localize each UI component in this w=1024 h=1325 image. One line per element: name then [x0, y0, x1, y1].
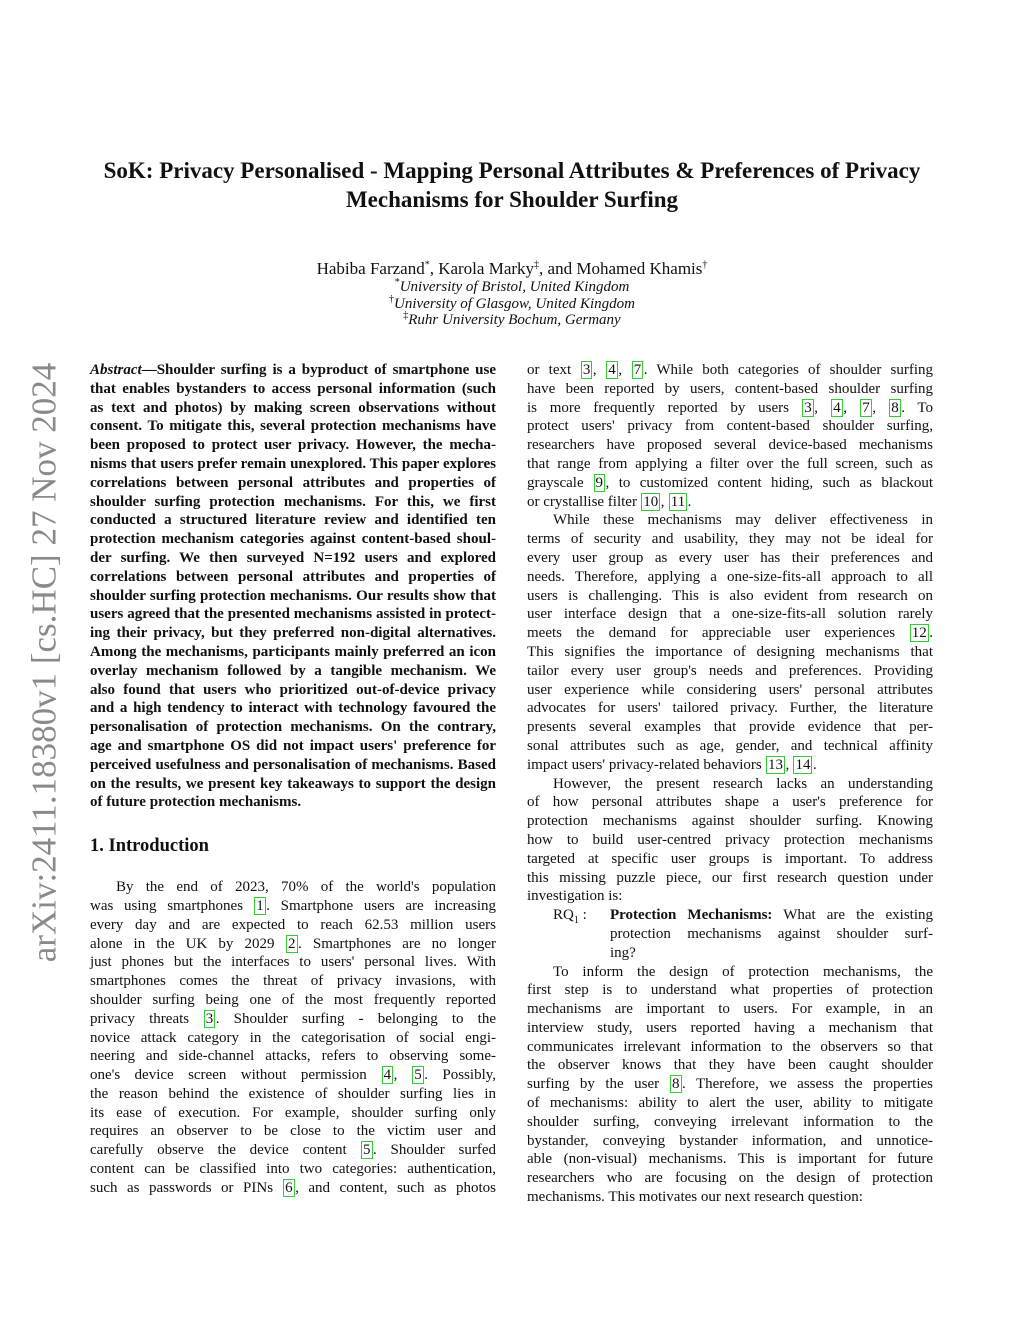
text-line: protect users' privacy from content-based shoulder surfing, [527, 418, 933, 435]
text-line: communicates irrelevant information to the observers so that [527, 1038, 933, 1055]
abstract-line: overlay mechanism followed by a tangible mechanism. We [90, 662, 496, 679]
text-span: , [814, 399, 831, 416]
text-line [527, 493, 933, 512]
text-line: targeted at specific user groups is important. To address [527, 850, 933, 867]
left-column [90, 361, 496, 1198]
text-span: or crystallise filter [527, 493, 641, 510]
citation-link[interactable]: 2 [288, 935, 296, 952]
text-line [90, 1010, 496, 1029]
text-line: first step is to understand what properties of protection [527, 982, 933, 999]
text-line: mechanisms. This motivates our next research question: [527, 1189, 863, 1206]
abstract-line: Among the mechanisms, participants mainly preferred an icon [90, 643, 496, 660]
text-span: or text [527, 362, 581, 378]
text-span: . Shoulder surfing - belonging to the [215, 1010, 496, 1027]
rq-label-sub: 1 [573, 915, 579, 927]
text-line: able (non-visual) mechanisms. This is important for future [527, 1151, 933, 1168]
text-line: every day and are expected to reach 62.53 million users [90, 916, 496, 933]
text-span: , [618, 362, 632, 378]
text-line: shoulder surfing being one of the most frequently reported [90, 991, 496, 1008]
affiliation-text: University of Bristol, United Kingdom [399, 279, 630, 295]
text-line: the observer knows that they have been caught shoulder [527, 1057, 933, 1074]
text-line: novice attack category in the categorisation of social engi- [90, 1029, 496, 1046]
abstract-line: nisms that users prefer remain unexplored. This paper explores [90, 455, 496, 472]
text-line: protection mechanisms against shoulder surfing. Knowing [527, 813, 933, 830]
text-span: What are the existing [772, 907, 933, 924]
text-span: . Shoulder surfed [373, 1142, 496, 1159]
abstract-line: correlations between personal attributes and properties of [90, 568, 496, 585]
text-span: . While both categories of shoulder surfing [643, 362, 934, 378]
abstract-line: also found that users who prioritized out-of-device privacy [90, 681, 496, 698]
text-span: , [660, 493, 669, 510]
text-line: bystander, conveying bystander information, and unnotice- [527, 1132, 933, 1149]
citation-link[interactable]: 13 [767, 756, 783, 773]
citation-link[interactable]: 8 [891, 399, 899, 416]
abstract-line [90, 361, 496, 380]
text-line: However, the present research lacks an understanding [553, 775, 933, 792]
abstract-line: consent. To mitigate this, several protection mechanisms have [90, 418, 496, 435]
text-line: of how personal attributes shape a user's preference for [527, 794, 933, 811]
text-line: users is challenging. This is also evident from research on [527, 587, 933, 604]
citation-link[interactable]: 5 [414, 1067, 422, 1084]
title-line-1: SoK: Privacy Personalised - Mapping Personal Attributes & Preferences of Privacy [103, 158, 921, 183]
text-span: , [592, 362, 606, 378]
text-line: advocates for users' tailored privacy. Further, the literature [527, 700, 933, 717]
text-line: investigation is: [527, 888, 623, 905]
abstract-line: conducted a structured literature review and identified ten [90, 512, 496, 529]
abstract-line: shoulder surfing protection mechanisms. Our results show that [90, 587, 496, 604]
text-span: . Possibly, [424, 1067, 497, 1084]
citation-link[interactable]: 8 [672, 1076, 680, 1093]
citation-link[interactable]: 6 [285, 1179, 293, 1196]
citation-link[interactable]: 11 [670, 493, 686, 510]
text-line: just phones but the interfaces to users' personal lives. With [90, 954, 496, 971]
title-line-2: Mechanisms for Shoulder Surfing [345, 187, 679, 212]
text-line: presents several examples that provide evidence that per- [527, 719, 933, 736]
abstract-line: shoulder surfing protection mechanisms. For this, we first [90, 493, 496, 510]
text-line [527, 624, 933, 643]
rq-body [610, 906, 933, 962]
text-line: of mechanisms: ability to alert the user, ability to mitigate [527, 1095, 933, 1112]
abstract-line: users agreed that the presented mechanisms assisted in protect- [90, 606, 496, 623]
citation-link[interactable]: 7 [633, 362, 642, 378]
text-span: , and content, such as photos [295, 1179, 496, 1196]
author-mark: † [702, 259, 708, 271]
text-line: researchers who are focusing on the design of protection [527, 1170, 933, 1187]
affiliation-text: University of Glasgow, United Kingdom [394, 295, 635, 312]
rq-label-colon: : [578, 907, 587, 924]
affiliation-text: Ruhr University Bochum, Germany [408, 312, 621, 328]
abstract-line: protection mechanism categories against content-based shoul- [90, 531, 496, 548]
text-line: content can be classified into two categories: authentication, [90, 1161, 496, 1178]
text-span: grayscale [527, 474, 594, 491]
text-line: By the end of 2023, 70% of the world's population [116, 879, 496, 896]
citation-link[interactable]: 12 [911, 625, 927, 642]
text-span: , [785, 756, 793, 773]
text-line [527, 1075, 933, 1094]
text-span: , [872, 399, 889, 416]
text-line [90, 897, 496, 916]
citation-link[interactable]: 3 [205, 1010, 214, 1027]
text-span: , [843, 399, 860, 416]
arxiv-identifier: arXiv:2411.18380v1 [cs.HC] 27 Nov 2024 [24, 362, 64, 963]
citation-link[interactable]: 5 [363, 1142, 371, 1159]
affiliation-mark: † [389, 293, 395, 305]
affiliation-mark: ‡ [403, 310, 409, 321]
affiliation [60, 279, 964, 296]
text-line [610, 906, 933, 925]
text-line [527, 756, 933, 775]
abstract-line: that enables bystanders to access personal information (such [90, 380, 496, 397]
citation-link[interactable]: 3 [582, 362, 591, 378]
text-span: privacy threats [90, 1010, 204, 1027]
citation-link[interactable]: 9 [595, 474, 604, 491]
section-heading: 1. Introduction [90, 836, 209, 857]
text-line: user interface design that a one-size-fits-all solution rarely [527, 606, 933, 623]
text-line: that range from applying a filter over the full screen, such as [527, 455, 933, 472]
citation-link[interactable]: 4 [608, 362, 616, 378]
author-name: , Karola Marky [429, 259, 535, 278]
citation-link[interactable]: 14 [795, 756, 811, 773]
text-line: neering and side-channel attacks, refers to observing some- [90, 1048, 496, 1065]
right-column [527, 361, 933, 1207]
author-mark: * [424, 259, 430, 271]
text-span: surfing by the user [527, 1076, 670, 1093]
text-line: While these mechanisms may deliver effectiveness in [553, 512, 933, 529]
text-span: is more frequently reported by users [527, 399, 802, 416]
text-span: meets the demand for appreciable user experiences [527, 625, 910, 642]
text-span: . Therefore, we assess the properties [682, 1076, 934, 1093]
abstract-line: of future protection mechanisms. [90, 794, 302, 811]
text-line: how to build user-centred privacy protection mechanisms [527, 831, 933, 848]
text-span: alone in the UK by 2029 [90, 935, 286, 952]
text-line: protection mechanisms against shoulder surf- [610, 925, 933, 942]
abstract-line: der surfing. We then surveyed N=192 users and explored [90, 549, 496, 566]
paper-title [60, 156, 964, 214]
research-question [527, 906, 933, 962]
text-line [90, 1179, 496, 1198]
intro-paragraph [90, 878, 496, 1198]
text-span: such as passwords or PINs [90, 1179, 283, 1196]
rq-title: Protection Mechanisms: [610, 907, 773, 924]
text-line: have been reported by users, content-based shoulder surfing [527, 380, 933, 397]
text-span: was using smartphones [90, 897, 254, 914]
text-line: This signifies the importance of designing mechanisms that [527, 643, 933, 660]
author-mark: ‡ [534, 259, 540, 271]
text-line [527, 474, 933, 493]
citation-link[interactable]: 3 [804, 399, 812, 416]
text-line: requires an observer to be close to the victim user and [90, 1123, 496, 1140]
citation-link[interactable]: 4 [383, 1067, 392, 1084]
rq-label-text: RQ [553, 907, 574, 924]
text-line: terms of security and usability, they may not be ideal for [527, 531, 933, 548]
text-line: sonal attributes such as age, gender, and technical affinity [527, 737, 933, 754]
text-line: researchers have proposed several device-based mechanisms [527, 437, 933, 454]
text-line: mechanisms are important to users. For example, in an [527, 1001, 933, 1018]
citation-link[interactable]: 1 [256, 897, 264, 914]
text-span: . To [901, 399, 934, 416]
citation-link[interactable]: 4 [833, 399, 841, 416]
text-span: impact users' privacy-related behaviors [527, 756, 766, 773]
text-line: every user group as every user has their preferences and [527, 549, 933, 566]
affiliations [60, 279, 964, 329]
abstract-line: and a high tendency to interact with technology favoured the [90, 700, 496, 717]
author-name: , and Mohamed Khamis [539, 259, 703, 278]
text-span: . [812, 756, 817, 773]
text-line: smartphones comes the threat of privacy invasions, with [90, 973, 496, 990]
abstract-text: —Shoulder surfing is a byproduct of smartphone use [141, 362, 496, 378]
text-line: shoulder surfing, conveying irrelevant information to the [527, 1113, 933, 1130]
text-line: user experience while considering users' personal attributes [527, 681, 933, 698]
text-line: the reason behind the existence of shoulder surfing lies in [90, 1085, 496, 1102]
text-line: To inform the design of protection mechanisms, the [553, 963, 933, 980]
text-span: . [929, 625, 933, 642]
text-span: one's device screen without permission [90, 1067, 382, 1084]
author-name: Habiba Farzand [316, 259, 425, 278]
citation-link[interactable]: 10 [643, 493, 659, 510]
citation-link[interactable]: 7 [862, 399, 870, 416]
abstract-line: ing their privacy, but they preferred non-digital alternatives. [90, 625, 496, 642]
text-line: this missing puzzle piece, our first research question under [527, 869, 933, 886]
rq-label [553, 906, 587, 925]
affiliation-mark: * [394, 277, 400, 288]
abstract-line: perceived usefulness and personalisation of mechanisms. Based [90, 756, 496, 773]
abstract [90, 361, 496, 812]
text-line: needs. Therefore, applying a one-size-fits-all approach to all [527, 568, 933, 585]
text-span: carefully observe the device content [90, 1142, 361, 1159]
text-line [90, 935, 496, 954]
text-line [90, 1066, 496, 1085]
text-line: tailor every user group's needs and preferences. Providing [527, 662, 933, 679]
abstract-line: on the results, we present key takeaways to support the design [90, 775, 496, 792]
text-span: , to customized content hiding, such as blackout [605, 474, 933, 491]
abstract-line: age and smartphone OS did not impact users' preference for [90, 737, 496, 754]
text-line [527, 361, 933, 380]
text-line [527, 399, 933, 418]
text-line: ing? [610, 944, 636, 961]
text-span: . [687, 493, 692, 510]
abstract-line: as text and photos) by making screen observations without [90, 399, 496, 416]
abstract-line: been proposed to protect user privacy. However, the mecha- [90, 437, 496, 454]
text-span: , [393, 1067, 412, 1084]
author-list [60, 259, 964, 279]
text-line: its ease of execution. For example, shoulder surfing only [90, 1104, 496, 1121]
abstract-line: personalisation of protection mechanisms. On the contrary, [90, 719, 496, 736]
text-span: . Smartphones are no longer [298, 935, 496, 952]
abstract-line: correlations between personal attributes and properties of [90, 474, 496, 491]
affiliation [60, 312, 964, 329]
affiliation [60, 293, 964, 313]
text-line [90, 1141, 496, 1160]
text-span: . Smartphone users are increasing [266, 897, 496, 914]
text-line: interview study, users reported having a mechanism that [527, 1019, 933, 1036]
abstract-label: Abstract [90, 362, 142, 378]
